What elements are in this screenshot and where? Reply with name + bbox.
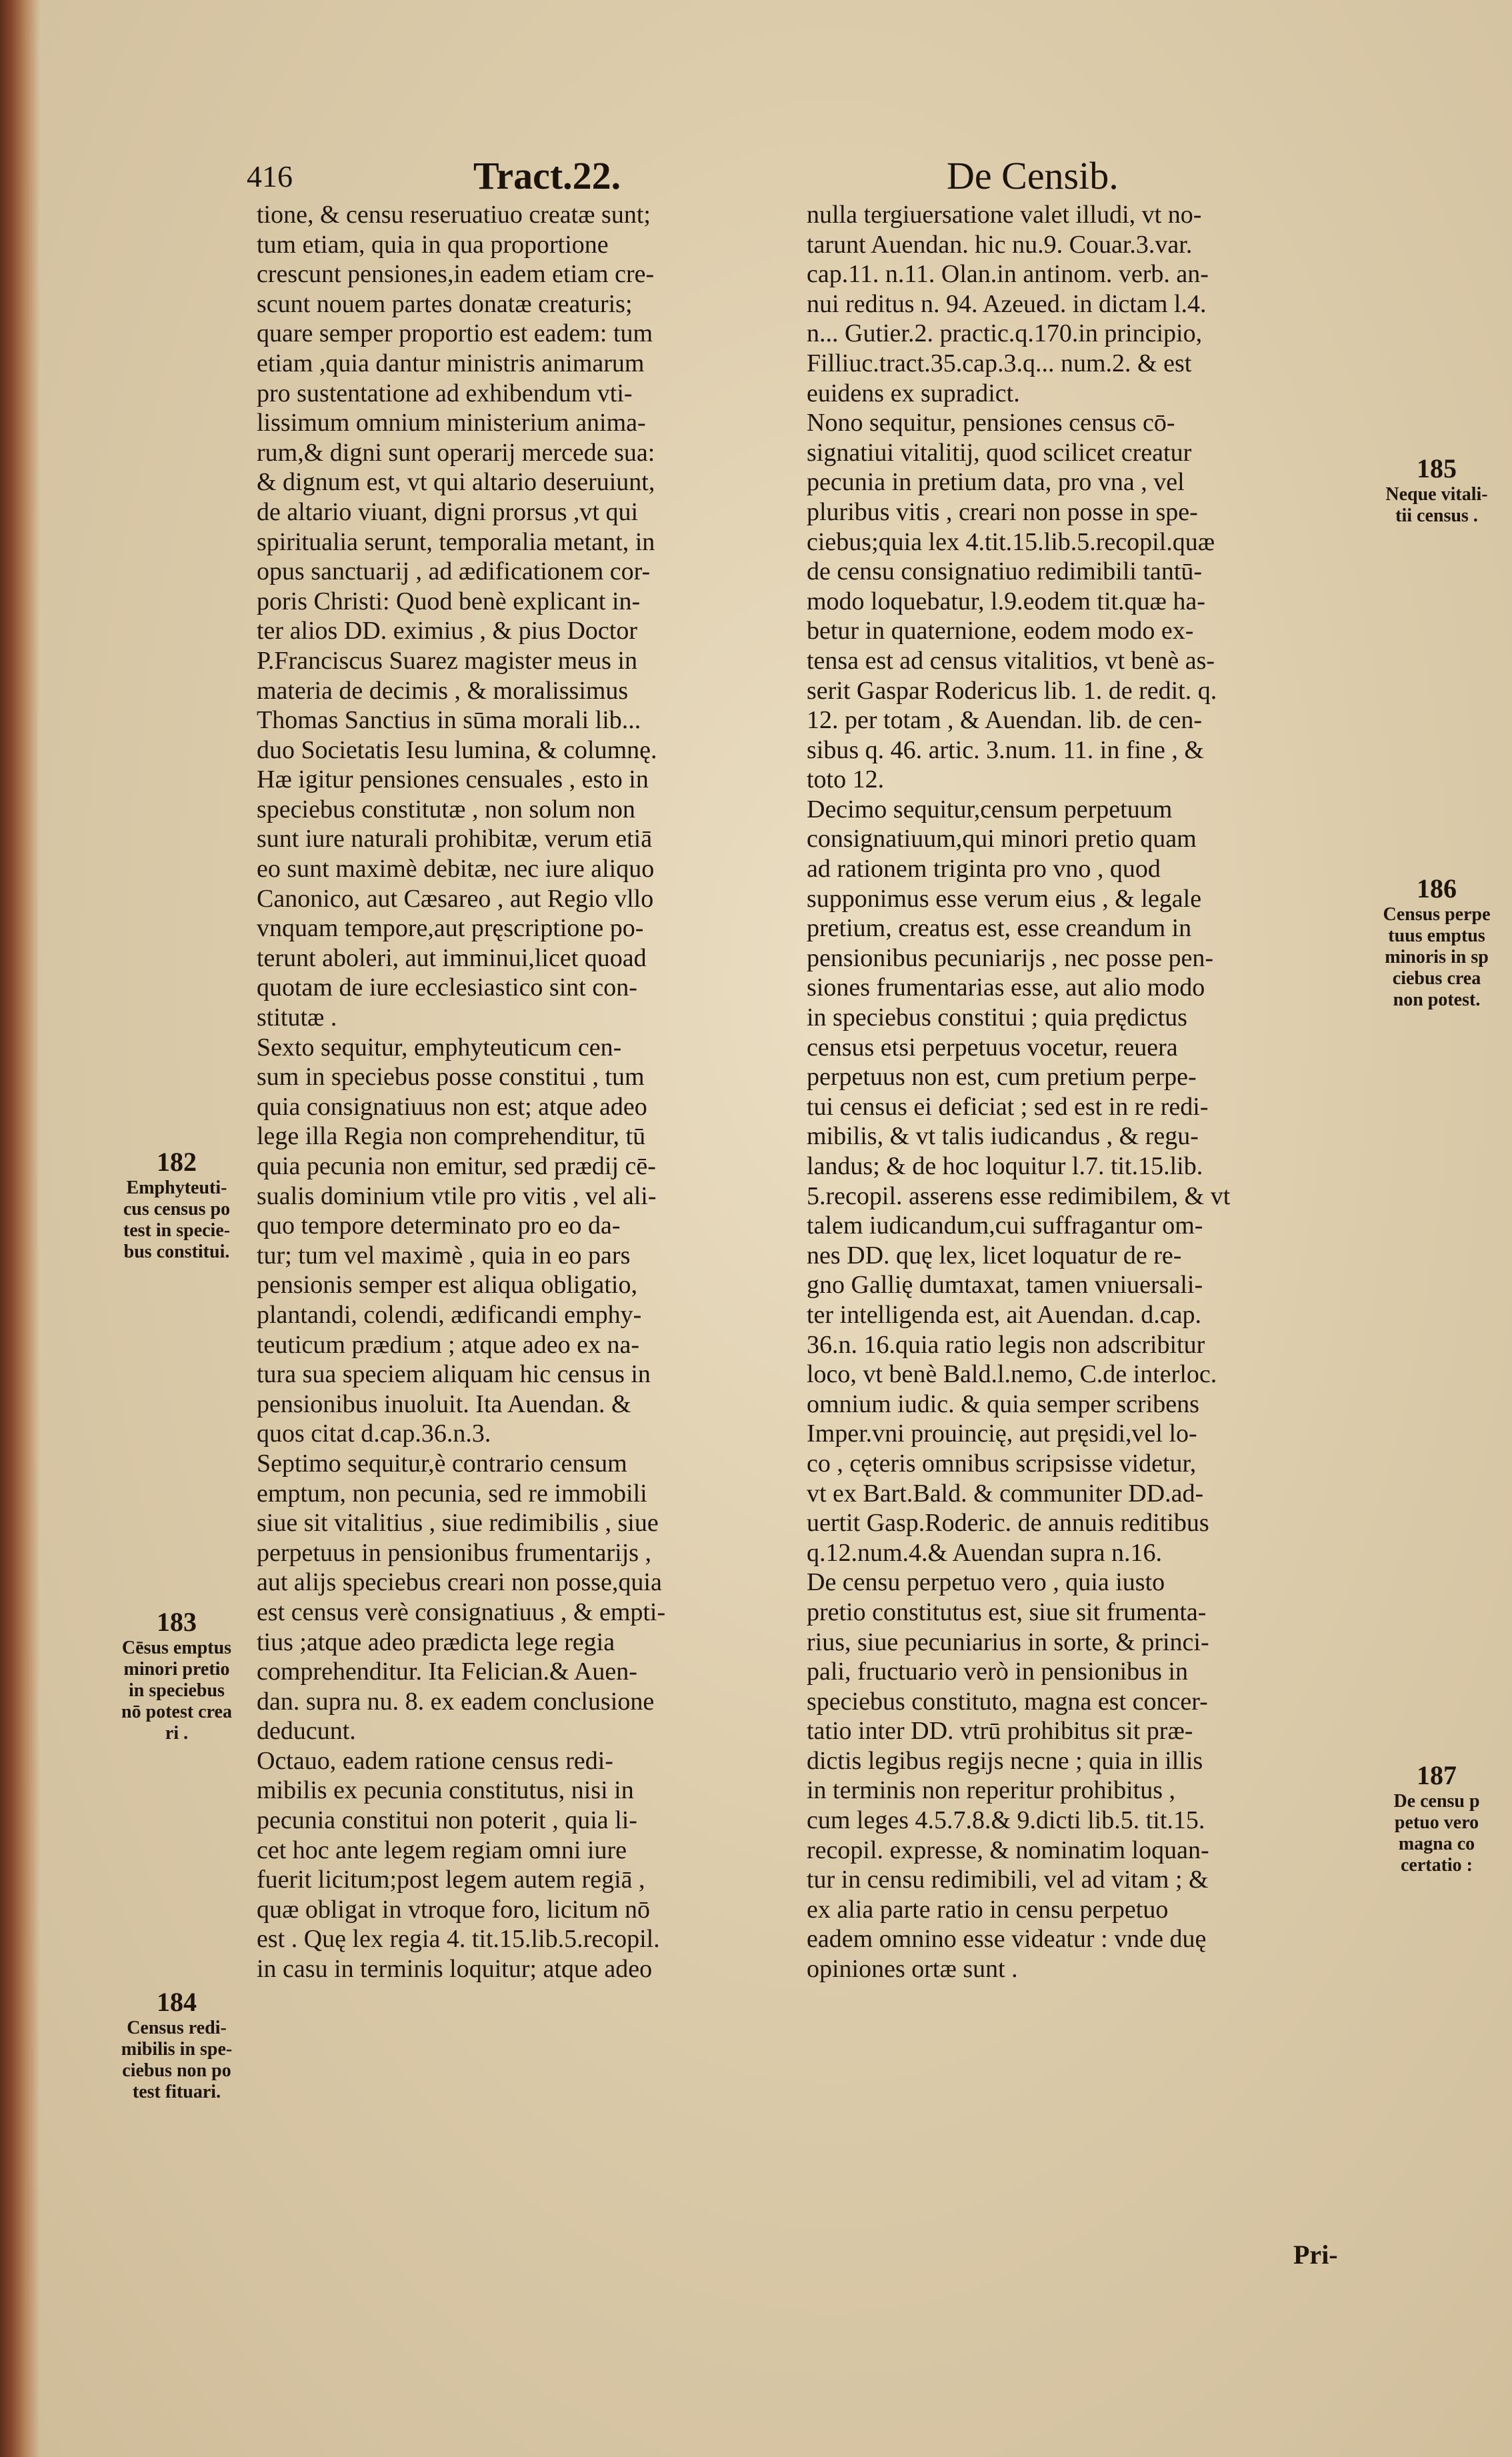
text-line: q.12.num.4.& Auendan supra n.16. — [807, 1538, 1163, 1567]
margin-note-number: 185 — [1417, 453, 1457, 483]
text-line: comprehenditur. Ita Felician.& Auen- — [257, 1658, 637, 1686]
text-line: quare semper proportio est eadem: tum — [257, 319, 653, 348]
text-line: siones frumentarias esse, aut alio modo — [807, 973, 1205, 1002]
text-line: euidens ex supradict. — [807, 379, 1020, 407]
text-line: quotam de iure ecclesiastico sint con- — [257, 973, 637, 1002]
margin-note-line: Emphyteuti- — [126, 1177, 227, 1198]
text-line: tur in censu redimibili, vel ad vitam ; & — [807, 1866, 1209, 1894]
text-line: aut alijs speciebus creari non posse,quia — [257, 1568, 662, 1597]
text-line: uertit Gasp.Roderic. de annuis reditibus — [807, 1509, 1209, 1538]
margin-note-line: minori pretio — [123, 1659, 230, 1680]
margin-note-line: Cēsus emptus — [121, 1638, 232, 1658]
text-line: ter intelligenda est, ait Auendan. d.cap. — [807, 1300, 1201, 1329]
text-line: sualis dominium vtile pro vitis , vel ali- — [257, 1181, 657, 1210]
text-line: modo loquebatur, l.9.eodem tit.quæ ha- — [807, 587, 1205, 615]
margin-note-182 — [100, 1147, 253, 1263]
margin-note-line: in speciebus — [129, 1680, 225, 1701]
margin-note-line: test fituari. — [132, 2082, 221, 2102]
text-line: cap.11. n.11. Olan.in antinom. verb. an- — [807, 260, 1209, 289]
margin-note-line: nō potest crea — [121, 1702, 232, 1722]
text-line: pensionibus pecuniarijs , nec posse pen- — [807, 943, 1213, 972]
text-line: etiam ,quia dantur ministris animarum — [257, 349, 645, 377]
margin-note-line: ciebus non po — [122, 2060, 231, 2081]
page-header — [247, 154, 1380, 205]
text-line: nui reditus n. 94. Azeued. in dictam l.4. — [807, 289, 1207, 318]
text-line: in speciebus constitui ; quia prędictus — [807, 1003, 1187, 1032]
text-line: lissimum omnium ministerium anima- — [257, 409, 646, 437]
text-line: fuerit licitum;post legem autem regiā , — [257, 1866, 645, 1894]
text-line: terunt aboleri, aut imminui,licet quoad — [257, 943, 647, 972]
text-line: rum,& digni sunt operarij mercede sua: — [257, 438, 655, 467]
text-line: quo tempore determinato pro eo da- — [257, 1211, 621, 1240]
text-line: mibilis ex pecunia constitutus, nisi in — [257, 1776, 634, 1805]
text-line: 5.recopil. asserens esse redimibilem, & vt — [807, 1181, 1231, 1210]
margin-note-number: 187 — [1417, 1760, 1457, 1790]
margin-note-line: bus constitui. — [123, 1242, 230, 1262]
text-line: tur; tum vel maximè , quia in eo pars — [257, 1241, 631, 1270]
text-line: perpetuus non est, cum pretium perpe- — [807, 1063, 1197, 1091]
text-line: loco, vt benè Bald.l.nemo, C.de interloc. — [807, 1360, 1217, 1389]
text-line: co , cęteris omnibus scripsisse videtur, — [807, 1449, 1197, 1478]
margin-note-line: ri . — [165, 1723, 189, 1744]
text-line: recopil. expresse, & nominatim loquan- — [807, 1836, 1209, 1864]
text-line: scunt nouem partes donatæ creaturis; — [257, 289, 633, 318]
text-line: pretio constitutus est, siue sit frumenta- — [807, 1598, 1207, 1626]
text-line: gno Gallię dumtaxat, tamen vniuersali- — [807, 1271, 1203, 1300]
text-line: poris Christi: Quod benè explicant in- — [257, 587, 641, 615]
text-line: cet hoc ante legem regiam omni iure — [257, 1836, 627, 1864]
text-line: teuticum prædium ; atque adeo ex na- — [257, 1330, 640, 1359]
margin-note-184 — [100, 1987, 253, 2103]
margin-note-185 — [1360, 453, 1512, 527]
margin-note-line: Census redi- — [127, 2018, 227, 2038]
text-line: serit Gaspar Rodericus lib. 1. de redit. q. — [807, 676, 1217, 705]
text-line: ex alia parte ratio in censu perpetuo — [807, 1895, 1169, 1924]
text-line: consignatiuum,qui minori pretio quam — [807, 825, 1197, 853]
text-line: est census verè consignatiuus , & empti- — [257, 1598, 666, 1626]
text-line: pecunia in pretium data, pro vna , vel — [807, 468, 1185, 497]
margin-note-line: certatio : — [1400, 1855, 1473, 1876]
margin-note-line: Census perpe — [1383, 904, 1491, 925]
text-line: opiniones ortæ sunt . — [807, 1955, 1018, 1984]
page-number: 416 — [247, 159, 293, 193]
margin-note-line: mibilis in spe- — [121, 2039, 233, 2060]
text-line: pro sustentatione ad exhibendum vti- — [257, 379, 633, 407]
text-line: pensionibus inuoluit. Ita Auendan. & — [257, 1390, 631, 1418]
margin-note-line: ciebus crea — [1392, 968, 1481, 989]
text-line: Hæ igitur pensiones censuales , esto in — [257, 765, 649, 794]
text-line: cum leges 4.5.7.8.& 9.dicti lib.5. tit.15. — [807, 1806, 1205, 1835]
text-line: de altario viuant, digni prorsus ,vt qui — [257, 497, 639, 526]
text-line: Nono sequitur, pensiones census cō- — [807, 409, 1175, 437]
text-line: rius, siue pecuniarius in sorte, & princi- — [807, 1628, 1209, 1656]
text-line: vt ex Bart.Bald. & communiter DD.ad- — [807, 1479, 1204, 1508]
margin-note-line: minoris in sp — [1385, 947, 1489, 967]
text-line: 36.n. 16.quia ratio legis non adscribitur — [807, 1330, 1205, 1359]
text-line: tius ;atque adeo prædicta lege regia — [257, 1628, 615, 1656]
margin-note-187 — [1360, 1760, 1512, 1876]
left-text-column — [257, 200, 790, 1984]
text-line: tione, & censu reseruatiuo creatæ sunt; — [257, 201, 651, 229]
margin-note-line: non potest. — [1393, 989, 1481, 1010]
margin-note-number: 183 — [157, 1607, 197, 1637]
text-line: emptum, non pecunia, sed re immobili — [257, 1479, 647, 1508]
text-line: quæ obligat in vtroque foro, licitum nō — [257, 1895, 650, 1924]
margin-note-number: 184 — [157, 1987, 197, 2017]
text-line: spiritualia serunt, temporalia metant, in — [257, 527, 655, 556]
text-line: speciebus constituto, magna est concer- — [807, 1687, 1208, 1716]
text-line: P.Franciscus Suarez magister meus in — [257, 646, 637, 675]
text-line: betur in quaternione, eodem modo ex- — [807, 617, 1194, 645]
margin-note-183 — [100, 1607, 253, 1744]
text-line: nes DD. quę lex, licet loquatur de re- — [807, 1241, 1182, 1270]
text-line: pecunia constitui non poterit , quia li- — [257, 1806, 637, 1835]
text-line: dan. supra nu. 8. ex eadem conclusione — [257, 1687, 655, 1716]
right-text-column — [807, 200, 1377, 1984]
text-line: in terminis non reperitur prohibitus , — [807, 1776, 1176, 1805]
text-line: pali, fructuario verò in pensionibus in — [807, 1658, 1188, 1686]
text-line: Decimo sequitur,censum perpetuum — [807, 795, 1173, 823]
text-line: sum in speciebus posse constitui , tum — [257, 1063, 645, 1091]
margin-note-number: 186 — [1417, 873, 1457, 903]
text-line: siue sit vitalitius , siue redimibilis , siue — [257, 1509, 659, 1538]
text-line: in casu in terminis loquitur; atque adeo — [257, 1955, 653, 1984]
text-line: Canonico, aut Cæsareo , aut Regio vllo — [257, 884, 654, 913]
text-line: tarunt Auendan. hic nu.9. Couar.3.var. — [807, 230, 1193, 259]
margin-note-line: tii census . — [1395, 505, 1478, 526]
text-line: ciebus;quia lex 4.tit.15.lib.5.recopil.quæ — [807, 527, 1215, 556]
text-line: n... Gutier.2. practic.q.170.in principio, — [807, 319, 1203, 348]
text-line: Septimo sequitur,è contrario censum — [257, 1449, 627, 1478]
text-line: dictis legibus regijs necne ; quia in illis — [807, 1746, 1203, 1775]
text-line: De censu perpetuo vero , quia iusto — [807, 1568, 1165, 1597]
text-line: Thomas Sanctius in sūma morali lib... — [257, 706, 641, 735]
text-line: lege illa Regia non comprehenditur, tū — [257, 1122, 646, 1151]
margin-note-line: tuus emptus — [1388, 925, 1485, 946]
text-line: perpetuus in pensionibus frumentarijs , — [257, 1538, 652, 1567]
margin-note-number: 182 — [157, 1147, 197, 1177]
text-line: ad rationem triginta pro vno , quod — [807, 855, 1161, 883]
text-line: tura sua speciem aliquam hic census in — [257, 1360, 651, 1389]
text-line: Octauo, eadem ratione census redi- — [257, 1746, 613, 1775]
text-line: nulla tergiuersatione valet illudi, vt no- — [807, 201, 1202, 229]
margin-note-line: cus census po — [123, 1199, 231, 1219]
text-line: landus; & de hoc loquitur l.7. tit.15.lib. — [807, 1152, 1203, 1180]
text-line: eo sunt maximè debitæ, nec iure aliquo — [257, 855, 655, 883]
text-line: sibus q. 46. artic. 3.num. 11. in fine , & — [807, 735, 1204, 764]
running-title-left: Tract.22. — [473, 154, 621, 197]
text-line: Imper.vni prouincię, aut pręsidi,vel lo- — [807, 1420, 1197, 1448]
text-line: stitutæ . — [257, 1003, 337, 1032]
margin-note-line: petuo vero — [1394, 1812, 1479, 1833]
text-line: Sexto sequitur, emphyteuticum cen- — [257, 1033, 622, 1061]
margin-note-186 — [1360, 873, 1512, 1011]
text-line: & dignum est, vt qui altario deseruiunt, — [257, 468, 655, 497]
text-line: est . Quę lex regia 4. tit.15.lib.5.recopil. — [257, 1925, 660, 1954]
text-line: sunt iure naturali prohibitæ, verum etiā — [257, 825, 653, 853]
text-line: pretium, creatus est, esse creandum in — [807, 914, 1192, 943]
text-line: ter alios DD. eximius , & pius Doctor — [257, 617, 637, 645]
running-title-right: De Censib. — [947, 154, 1119, 197]
text-line: talem iudicandum,cui suffragantur om- — [807, 1211, 1203, 1240]
margin-note-line: De censu p — [1393, 1791, 1480, 1812]
text-line: crescunt pensiones,in eadem etiam cre- — [257, 260, 655, 289]
page-gutter — [0, 0, 40, 2457]
text-line: tui census ei deficiat ; sed est in re redi- — [807, 1092, 1209, 1121]
text-line: mibilis, & vt talis iudicandus , & regu- — [807, 1122, 1199, 1151]
text-line: toto 12. — [807, 765, 885, 794]
text-line: de censu consignatiuo redimibili tantū- — [807, 557, 1203, 586]
text-line: signatiui vitalitij, quod scilicet creatur — [807, 438, 1192, 467]
text-line: plantandi, colendi, ædificandi emphy- — [257, 1300, 642, 1329]
text-line: tatio inter DD. vtrū prohibitus sit præ- — [807, 1717, 1193, 1746]
text-line: pluribus vitis , creari non posse in spe- — [807, 497, 1198, 526]
text-line: quia consignatiuus non est; atque adeo — [257, 1092, 647, 1121]
text-line: opus sanctuarij , ad ædificationem cor- — [257, 557, 651, 586]
text-line: tum etiam, quia in qua proportione — [257, 230, 609, 259]
text-line: quos citat d.cap.36.n.3. — [257, 1420, 491, 1448]
text-line: speciebus constitutæ , non solum non — [257, 795, 635, 823]
text-line: omnium iudic. & quia semper scribens — [807, 1390, 1199, 1418]
text-line: duo Societatis Iesu lumina, & columnę. — [257, 735, 657, 764]
text-line: quia pecunia non emitur, sed prædij cē- — [257, 1152, 656, 1180]
text-line: pensionis semper est aliqua obligatio, — [257, 1271, 637, 1300]
text-line: Filliuc.tract.35.cap.3.q... num.2. & est — [807, 349, 1192, 377]
text-line: tensa est ad census vitalitios, vt benè as- — [807, 646, 1215, 675]
text-line: vnquam tempore,aut pręscriptione po- — [257, 914, 644, 943]
margin-note-line: Neque vitali- — [1385, 484, 1488, 505]
text-line: 12. per totam , & Auendan. lib. de cen- — [807, 706, 1203, 735]
text-line: supponimus esse verum eius , & legale — [807, 884, 1202, 913]
text-line: materia de decimis , & moralissimus — [257, 676, 629, 705]
margin-note-line: magna co — [1398, 1834, 1475, 1854]
text-line: census etsi perpetuus vocetur, reuera — [807, 1033, 1178, 1061]
text-line: eadem omnino esse videatur : vnde duę — [807, 1925, 1207, 1954]
margin-note-line: test in specie- — [123, 1220, 231, 1241]
catchword: Pri- — [1293, 2240, 1338, 2270]
text-line: deducunt. — [257, 1717, 356, 1746]
